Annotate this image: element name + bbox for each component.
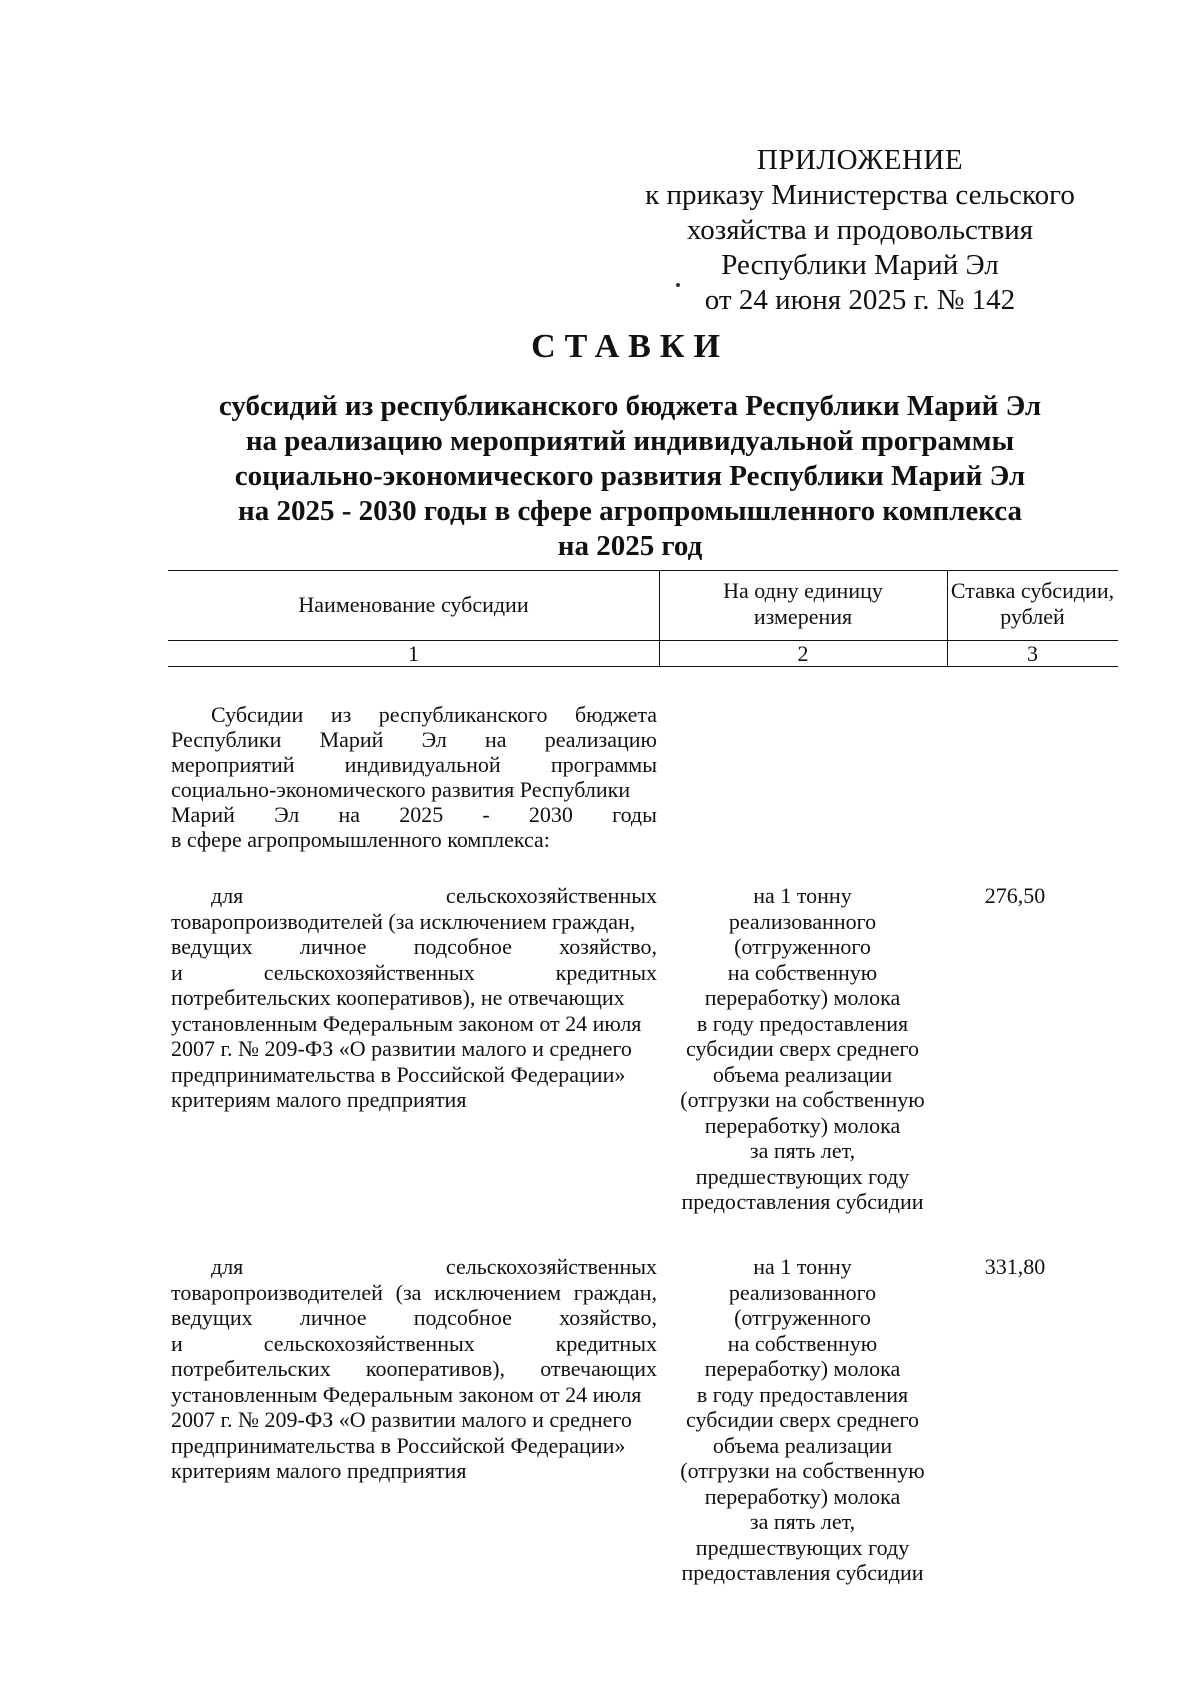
description-line <box>171 960 657 986</box>
word: 2025 <box>399 802 444 827</box>
word: Республики <box>171 727 282 752</box>
unit-line: реализованного <box>728 1279 877 1305</box>
word: 2030 <box>528 802 573 827</box>
column-header-line: измерения <box>753 604 853 629</box>
word: подсобное <box>413 934 512 959</box>
unit-line: за пять лет, <box>749 1509 856 1534</box>
word: сельскохозяйственных <box>445 883 657 908</box>
unit-line: предшествующих году <box>695 1163 910 1189</box>
unit-line: переработку) молока <box>704 1356 901 1381</box>
unit-line: переработку) молока <box>704 1112 901 1138</box>
row-unit <box>670 883 935 1215</box>
subtitle-line: субсидий из республиканского бюджета Республики Марий Эл <box>218 390 1042 422</box>
appendix-date-line: от 24 июня 2025 г. № 142 <box>704 284 1016 316</box>
unit-line: (отгрузки на собственную <box>680 1458 925 1483</box>
row-description <box>171 1254 657 1484</box>
unit-line: субсидии сверх среднего <box>686 1407 919 1432</box>
unit-line: за пять лет, <box>749 1138 856 1163</box>
word: реализацию <box>544 727 657 752</box>
word: кооперативов), <box>365 1356 506 1381</box>
word: Эл <box>274 802 300 827</box>
row-unit <box>670 1254 935 1586</box>
description-line: критериям малого предприятия <box>171 1458 467 1483</box>
unit-line: (отгрузки на собственную <box>680 1087 925 1112</box>
unit-line: предоставления субсидии <box>681 1560 924 1585</box>
unit-line: предоставления субсидии <box>681 1189 924 1214</box>
appendix-block <box>640 143 1080 318</box>
lead-line: в сфере агропромышленного комплекса: <box>171 827 550 852</box>
appendix-line: хозяйства и продовольствия <box>686 214 1034 246</box>
word: кредитных <box>555 1330 657 1356</box>
word: ведущих <box>171 1305 253 1330</box>
description-line <box>171 1305 657 1331</box>
word: товаропроизводителей <box>171 1279 383 1305</box>
description-line: товаропроизводителей (за исключением граждан, <box>171 908 636 934</box>
word: отвечающих <box>540 1356 657 1381</box>
document-title: СТАВКИ <box>531 328 729 365</box>
word: Субсидии <box>211 702 304 727</box>
word: и <box>171 1330 183 1356</box>
row-rate-value: 276,50 <box>984 883 1046 908</box>
description-line: 2007 г. № 209-ФЗ «О развитии малого и среднего <box>171 1407 632 1432</box>
unit-line: объема реализации <box>712 1432 893 1458</box>
unit-line: на собственную <box>727 959 878 985</box>
unit-line: в году предоставления <box>696 1381 909 1407</box>
word: личное <box>299 934 367 959</box>
word: сельскохозяйственных <box>263 959 475 985</box>
description-line: предпринимательства в Российской Федерации» <box>171 1061 626 1087</box>
word: республиканского <box>378 702 548 727</box>
description-line: установленным Федеральным законом от 24 июля <box>171 1010 642 1036</box>
word: - <box>482 802 490 827</box>
column-header-line: рублей <box>1000 604 1065 629</box>
word: для <box>211 1254 244 1279</box>
word: на <box>338 802 361 827</box>
table-top-rule <box>168 570 1118 571</box>
description-line <box>171 1331 657 1357</box>
word: годы <box>612 802 657 827</box>
word: потребительских <box>171 1356 331 1381</box>
description-line: потребительских кооперативов), не отвечающих <box>171 985 625 1010</box>
word: Марий <box>319 727 384 752</box>
column-header-name: Наименование субсидии <box>298 592 529 617</box>
unit-line: реализованного <box>728 908 877 934</box>
unit-line: (отгруженного <box>734 1305 871 1330</box>
description-line <box>171 1254 657 1280</box>
lead-line <box>171 727 657 752</box>
row-rate-value: 331,80 <box>984 1254 1046 1279</box>
lead-line <box>171 702 657 727</box>
appendix-line: Республики Марий Эл <box>721 249 999 281</box>
unit-line: переработку) молока <box>704 985 901 1010</box>
subtitle-line: на 2025 год <box>557 530 703 562</box>
unit-line: (отгруженного <box>734 934 871 959</box>
lead-line <box>171 802 657 827</box>
description-line: критериям малого предприятия <box>171 1087 467 1112</box>
column-header-line: На одну единицу <box>723 578 883 603</box>
subtitle-line: на реализацию мероприятий индивидуальной программы <box>245 425 1015 457</box>
column-header-unit <box>659 578 947 630</box>
word: граждан, <box>573 1279 657 1305</box>
column-header-rate <box>947 578 1118 630</box>
word: хозяйство, <box>559 1305 657 1330</box>
row-description <box>171 883 657 1113</box>
document-subtitle <box>160 389 1100 564</box>
word: (за <box>395 1279 422 1305</box>
word: подсобное <box>413 1305 512 1330</box>
word: на <box>485 727 507 752</box>
unit-line: объема реализации <box>712 1061 893 1087</box>
unit-line: субсидии сверх среднего <box>686 1036 919 1061</box>
word: Эл <box>421 727 447 752</box>
scan-dot-mark <box>676 283 680 287</box>
word: исключением <box>434 1279 562 1305</box>
word: из <box>330 702 352 727</box>
word: мероприятий <box>171 752 295 777</box>
word: для <box>211 883 244 908</box>
word: сельскохозяйственных <box>263 1330 475 1356</box>
column-number: 2 <box>797 641 809 666</box>
description-line <box>171 1280 657 1306</box>
subtitle-line: социально-экономического развития Республики Марий Эл <box>234 460 1026 492</box>
appendix-line: к приказу Министерства сельского <box>645 179 1075 211</box>
unit-line: в году предоставления <box>696 1010 909 1036</box>
word: бюджета <box>574 702 657 727</box>
lead-line: социально-экономического развития Республики <box>171 777 631 802</box>
lead-line <box>171 752 657 777</box>
column-header-line: Ставка субсидии, <box>950 578 1115 603</box>
unit-line: на собственную <box>727 1330 878 1356</box>
description-line: установленным Федеральным законом от 24 июля <box>171 1381 642 1407</box>
description-line <box>171 1356 657 1382</box>
unit-line: на 1 тонну <box>753 1254 852 1279</box>
description-line <box>171 934 657 960</box>
word: личное <box>299 1305 367 1330</box>
unit-line: предшествующих году <box>695 1534 910 1560</box>
column-number: 3 <box>1027 641 1038 666</box>
word: хозяйство, <box>559 934 657 959</box>
word: Марий <box>171 802 235 827</box>
description-line: 2007 г. № 209-ФЗ «О развитии малого и среднего <box>171 1036 632 1061</box>
description-line <box>171 883 657 909</box>
subtitle-line: на 2025 - 2030 годы в сфере агропромышленного комплекса <box>238 495 1022 527</box>
word: программы <box>550 752 657 777</box>
word: кредитных <box>555 959 657 985</box>
unit-line: переработку) молока <box>704 1483 901 1509</box>
appendix-title: ПРИЛОЖЕНИЕ <box>756 144 964 176</box>
word: и <box>171 959 183 985</box>
word: сельскохозяйственных <box>445 1254 657 1279</box>
lead-paragraph <box>171 702 657 852</box>
word: ведущих <box>171 934 253 959</box>
unit-line: на 1 тонну <box>753 883 852 908</box>
word: индивидуальной <box>344 752 501 777</box>
description-line: предпринимательства в Российской Федерации» <box>171 1432 626 1458</box>
column-number: 1 <box>408 641 419 666</box>
